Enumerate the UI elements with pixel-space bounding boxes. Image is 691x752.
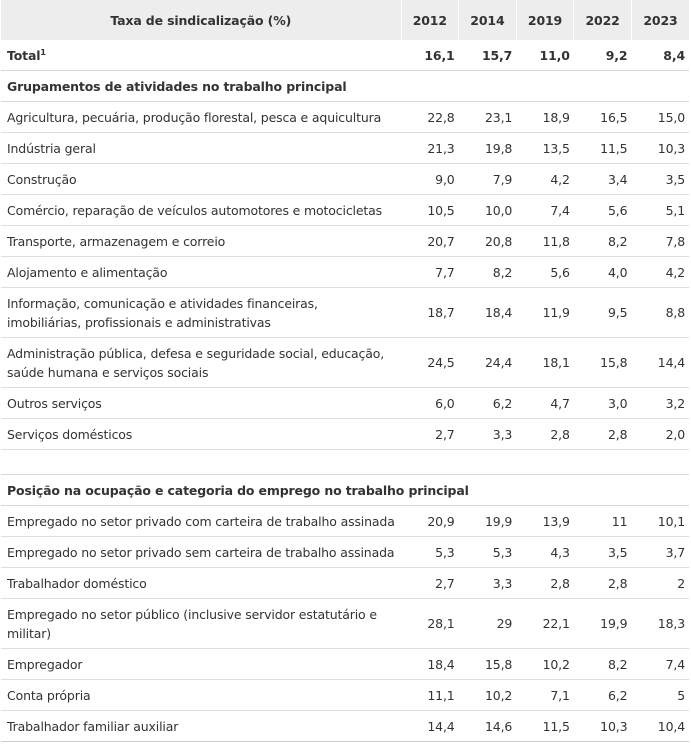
- row-value: 7,1: [516, 680, 574, 711]
- row-label: Construção: [1, 164, 401, 195]
- row-value: 9,5: [574, 288, 632, 338]
- row-value: 5: [631, 680, 689, 711]
- row-value: 2,0: [631, 419, 689, 450]
- row-value: 20,9: [401, 506, 459, 537]
- row-value: 3,4: [574, 164, 632, 195]
- row-label: Indústria geral: [1, 133, 401, 164]
- row-value: 3,5: [631, 164, 689, 195]
- row-value: 4,2: [631, 257, 689, 288]
- table-row: [1, 506, 689, 537]
- row-value: 3,0: [574, 388, 632, 419]
- table-row: [1, 388, 689, 419]
- row-value: 2,8: [516, 419, 574, 450]
- row-value: 8,8: [631, 288, 689, 338]
- row-value: 13,9: [516, 506, 574, 537]
- row-value: 18,7: [401, 288, 459, 338]
- row-value: 4,2: [516, 164, 574, 195]
- table-row: [1, 195, 689, 226]
- row-value: 3,2: [631, 388, 689, 419]
- row-value: 10,4: [631, 711, 689, 742]
- row-value: 15,0: [631, 102, 689, 133]
- row-value: 7,7: [401, 257, 459, 288]
- row-value: 6,2: [459, 388, 517, 419]
- row-value: 19,8: [459, 133, 517, 164]
- row-value: 5,1: [631, 195, 689, 226]
- footnote-marker: 1: [40, 47, 46, 57]
- section-header-activities: [1, 71, 689, 102]
- row-value: 24,4: [459, 338, 517, 388]
- row-value: 19,9: [459, 506, 517, 537]
- table-row: [1, 102, 689, 133]
- row-value: 5,3: [459, 537, 517, 568]
- row-value: 14,4: [631, 338, 689, 388]
- table-row: [1, 599, 689, 649]
- row-value: 18,3: [631, 599, 689, 649]
- total-value: 16,1: [401, 40, 459, 71]
- row-value: 6,0: [401, 388, 459, 419]
- row-value: 11,5: [574, 133, 632, 164]
- row-value: 3,5: [574, 537, 632, 568]
- row-value: 13,5: [516, 133, 574, 164]
- row-value: 6,2: [574, 680, 632, 711]
- table-row: [1, 288, 689, 338]
- row-value: 14,4: [401, 711, 459, 742]
- row-value: 10,2: [459, 680, 517, 711]
- total-value: 11,0: [516, 40, 574, 71]
- table-row: [1, 680, 689, 711]
- year-header: 2023: [631, 0, 689, 40]
- row-value: 4,0: [574, 257, 632, 288]
- row-value: 21,3: [401, 133, 459, 164]
- row-value: 7,4: [516, 195, 574, 226]
- year-header: 2012: [401, 0, 459, 40]
- row-value: 15,8: [574, 338, 632, 388]
- row-value: 10,1: [631, 506, 689, 537]
- row-value: 11,8: [516, 226, 574, 257]
- row-label: Empregado no setor privado com carteira de trabalho assinada: [1, 506, 401, 537]
- row-value: 3,7: [631, 537, 689, 568]
- row-value: 19,9: [574, 599, 632, 649]
- total-value: 9,2: [574, 40, 632, 71]
- row-value: 4,7: [516, 388, 574, 419]
- total-label: Total: [7, 47, 41, 63]
- row-label: Conta própria: [1, 680, 401, 711]
- row-value: 2,8: [574, 419, 632, 450]
- table-row: [1, 257, 689, 288]
- row-value: 5,6: [574, 195, 632, 226]
- table-row: [1, 537, 689, 568]
- total-label-cell: [1, 40, 401, 71]
- row-label: Agricultura, pecuária, produção florestal, pesca e aquicultura: [1, 102, 401, 133]
- row-value: 24,5: [401, 338, 459, 388]
- year-header: 2019: [516, 0, 574, 40]
- row-value: 2,7: [401, 419, 459, 450]
- row-value: 5,3: [401, 537, 459, 568]
- row-value: 18,1: [516, 338, 574, 388]
- row-label: Comércio, reparação de veículos automotores e motocicletas: [1, 195, 401, 226]
- row-value: 7,8: [631, 226, 689, 257]
- row-value: 4,3: [516, 537, 574, 568]
- table-row: [1, 226, 689, 257]
- header-label: Taxa de sindicalização (%): [1, 0, 401, 40]
- row-value: 3,3: [459, 419, 517, 450]
- row-value: 2,8: [516, 568, 574, 599]
- row-value: 10,2: [516, 649, 574, 680]
- row-value: 29: [459, 599, 517, 649]
- row-label: Administração pública, defesa e seguridade social, educação, saúde humana e serviços sociais: [1, 338, 401, 388]
- row-value: 11,1: [401, 680, 459, 711]
- row-value: 3,3: [459, 568, 517, 599]
- row-value: 18,4: [401, 649, 459, 680]
- row-label: Transporte, armazenagem e correio: [1, 226, 401, 257]
- row-value: 28,1: [401, 599, 459, 649]
- table-row: [1, 711, 689, 742]
- row-value: 14,6: [459, 711, 517, 742]
- row-value: 11,5: [516, 711, 574, 742]
- total-row: [1, 40, 689, 71]
- row-label: Trabalhador doméstico: [1, 568, 401, 599]
- unionization-rate-table: [1, 0, 689, 742]
- row-value: 10,3: [574, 711, 632, 742]
- row-value: 8,2: [459, 257, 517, 288]
- row-value: 5,6: [516, 257, 574, 288]
- row-value: 10,0: [459, 195, 517, 226]
- total-value: 8,4: [631, 40, 689, 71]
- row-value: 2,7: [401, 568, 459, 599]
- row-label: Alojamento e alimentação: [1, 257, 401, 288]
- total-value: 15,7: [459, 40, 517, 71]
- row-value: 18,9: [516, 102, 574, 133]
- row-value: 20,8: [459, 226, 517, 257]
- row-label: Empregador: [1, 649, 401, 680]
- section-title: Posição na ocupação e categoria do emprego no trabalho principal: [1, 475, 689, 506]
- row-value: 7,4: [631, 649, 689, 680]
- section-header-occupation: [1, 475, 689, 506]
- row-label: Empregado no setor público (inclusive servidor estatutário e militar): [1, 599, 401, 649]
- table-row: [1, 164, 689, 195]
- section-spacer: [1, 450, 689, 475]
- row-value: 15,8: [459, 649, 517, 680]
- row-value: 20,7: [401, 226, 459, 257]
- year-header: 2014: [459, 0, 517, 40]
- row-value: 18,4: [459, 288, 517, 338]
- row-value: 2,8: [574, 568, 632, 599]
- row-value: 7,9: [459, 164, 517, 195]
- row-value: 8,2: [574, 226, 632, 257]
- row-label: Trabalhador familiar auxiliar: [1, 711, 401, 742]
- row-label: Serviços domésticos: [1, 419, 401, 450]
- row-label: Outros serviços: [1, 388, 401, 419]
- header-row: [1, 0, 689, 40]
- row-value: 2: [631, 568, 689, 599]
- row-value: 9,0: [401, 164, 459, 195]
- row-value: 11: [574, 506, 632, 537]
- section-title: Grupamentos de atividades no trabalho principal: [1, 71, 689, 102]
- row-value: 8,2: [574, 649, 632, 680]
- row-label: Empregado no setor privado sem carteira de trabalho assinada: [1, 537, 401, 568]
- row-label: Informação, comunicação e atividades financeiras, imobiliárias, profissionais e administrativas: [1, 288, 401, 338]
- row-value: 11,9: [516, 288, 574, 338]
- row-value: 16,5: [574, 102, 632, 133]
- table-row: [1, 568, 689, 599]
- row-value: 23,1: [459, 102, 517, 133]
- row-value: 22,8: [401, 102, 459, 133]
- row-value: 10,5: [401, 195, 459, 226]
- table-row: [1, 419, 689, 450]
- table-row: [1, 338, 689, 388]
- table-row: [1, 133, 689, 164]
- table-row: [1, 649, 689, 680]
- row-value: 10,3: [631, 133, 689, 164]
- row-value: 22,1: [516, 599, 574, 649]
- year-header: 2022: [574, 0, 632, 40]
